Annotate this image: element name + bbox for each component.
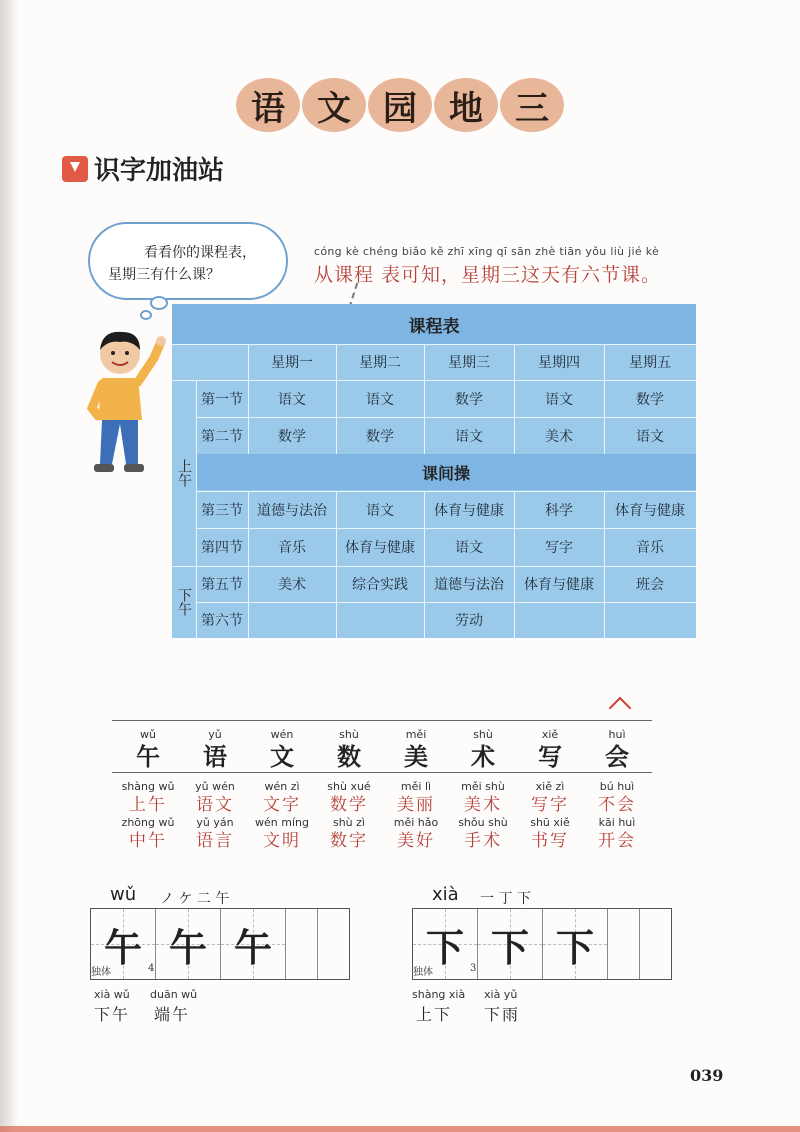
mid-rule	[112, 772, 652, 773]
grid-line	[196, 491, 696, 492]
timetable-cell: 语文	[636, 428, 664, 445]
sentence-hanzi: 从课程 表可知，星期三这天有六节课。	[314, 264, 662, 286]
word: 手术	[464, 831, 502, 851]
char-pinyin: shù	[473, 728, 493, 741]
word-pinyin: kāi huì	[598, 816, 636, 829]
bubble-text	[108, 242, 278, 286]
title-char: 语	[236, 78, 300, 132]
boy-illustration	[82, 324, 172, 480]
writing-pinyin: xià	[432, 884, 459, 905]
word: 数字	[330, 831, 368, 851]
sentence-pinyin: cóng kè chéng biǎo kě zhī xīng qī sān zhè tiān yǒu liù jié kè	[314, 245, 660, 258]
word: 开会	[598, 831, 636, 851]
char-pinyin: yǔ	[208, 728, 222, 741]
word: 美好	[397, 831, 435, 851]
char-pinyin: wǔ	[140, 728, 156, 741]
timetable-cell: 语文	[366, 391, 394, 408]
morning-label	[172, 380, 196, 566]
morning-label-text: 上午	[176, 459, 192, 487]
sample-char: 下	[555, 924, 594, 970]
char-pinyin: měi	[405, 728, 427, 741]
stroke-order: 一 丁 下	[480, 891, 531, 907]
sample-char: 午	[103, 924, 142, 970]
word: 美丽	[397, 795, 435, 815]
structure-label: 独体	[91, 967, 111, 978]
title-char: 文	[302, 78, 366, 132]
word-column	[179, 780, 251, 852]
word-pinyin: xià yǔ	[484, 988, 518, 1001]
word-pinyin: shū xiě	[530, 816, 570, 829]
timetable-cell: 数学	[278, 428, 306, 445]
word: 书写	[531, 831, 569, 851]
word-pinyin: měi lì	[400, 780, 432, 793]
grid-line	[196, 417, 696, 418]
day-header: 星期四	[538, 355, 580, 371]
timetable-cell: 道德与法治	[434, 577, 504, 593]
timetable-cell: 语文	[366, 502, 394, 519]
timetable-cell: 音乐	[278, 540, 306, 556]
bubble-line: 星期三有什么课？	[108, 267, 220, 283]
word-column	[246, 780, 318, 852]
word-column	[380, 780, 452, 852]
timetable-cell: 体育与健康	[434, 502, 504, 519]
caret-mark	[609, 697, 632, 720]
timetable-cell: 美术	[545, 428, 573, 445]
timetable-cell: 写字	[545, 540, 573, 556]
grid-line	[514, 344, 515, 454]
character-row	[112, 728, 652, 772]
word: 上午	[129, 795, 167, 815]
section-header	[62, 150, 224, 187]
period-label: 第三节	[201, 502, 243, 519]
download-arrow-icon	[62, 156, 88, 182]
timetable-cell: 数学	[455, 391, 483, 408]
word-pinyin: shù zì	[332, 816, 365, 829]
character-column	[581, 728, 653, 772]
word-column	[581, 780, 653, 852]
writing-box	[318, 909, 349, 979]
day-header: 星期二	[359, 355, 401, 371]
period-label: 第一节	[201, 391, 243, 408]
structure-label: 独体	[413, 967, 433, 978]
word: 语言	[196, 831, 234, 851]
word: 数学	[330, 795, 368, 815]
timetable-title: 课程表	[172, 304, 696, 344]
writing-box	[478, 909, 543, 979]
char-hanzi: 会	[605, 742, 629, 771]
word-pinyin: měi hǎo	[393, 816, 439, 829]
word: 语文	[196, 795, 234, 815]
bubble-line: 看看你的课程表，	[144, 245, 256, 261]
grid-line	[172, 566, 696, 567]
timetable-cell: 综合实践	[352, 577, 408, 593]
word-row	[112, 780, 652, 860]
period-label: 第五节	[201, 577, 243, 593]
word: 写字	[531, 795, 569, 815]
timetable-cell: 体育与健康	[524, 577, 594, 593]
grid-line	[604, 344, 605, 454]
grid-line	[196, 380, 197, 638]
word-column	[112, 780, 184, 852]
character-column	[380, 728, 452, 772]
char-pinyin: huì	[608, 728, 626, 741]
bubble-tail	[150, 296, 168, 310]
word-column	[447, 780, 519, 852]
title-char: 园	[368, 78, 432, 132]
break-band: 课间操	[196, 454, 696, 490]
char-pinyin: wén	[270, 728, 294, 741]
writing-box	[221, 909, 286, 979]
word: 文字	[263, 795, 301, 815]
section-title: 识字加油站	[94, 156, 225, 186]
sample-char: 午	[168, 924, 207, 970]
practice-word: 下雨	[484, 1005, 521, 1024]
timetable-cell: 语文	[455, 428, 483, 445]
char-hanzi: 语	[203, 742, 227, 771]
word-pinyin: shàng wǔ	[121, 780, 175, 793]
grid-line	[172, 344, 696, 345]
sample-char: 下	[425, 924, 464, 970]
char-hanzi: 美	[404, 742, 428, 771]
stroke-order: ノ ケ 二 午	[160, 891, 230, 907]
timetable-cell: 语文	[545, 391, 573, 408]
afternoon-label	[172, 566, 196, 638]
grid-line	[336, 344, 337, 454]
day-header: 星期五	[629, 355, 671, 371]
character-column	[447, 728, 519, 772]
page-title	[0, 78, 800, 132]
grid-line	[336, 491, 337, 638]
timetable-cell: 语文	[278, 391, 306, 408]
word-pinyin: wén zì	[264, 780, 300, 793]
char-hanzi: 文	[270, 742, 294, 771]
character-column	[246, 728, 318, 772]
page-edge	[0, 1126, 800, 1132]
writing-box	[286, 909, 318, 979]
timetable-cell: 体育与健康	[615, 502, 685, 519]
period-label: 第二节	[201, 428, 243, 445]
timetable-cell: 数学	[366, 428, 394, 445]
writing-box	[156, 909, 221, 979]
char-pinyin: xiě	[541, 728, 559, 741]
character-column	[179, 728, 251, 772]
stroke-count: 3	[470, 963, 477, 974]
word-pinyin: duān wǔ	[150, 988, 198, 1001]
grid-line	[248, 491, 249, 638]
timetable-cell: 科学	[545, 502, 573, 519]
writing-box	[608, 909, 640, 979]
word-pinyin: shàng xià	[412, 988, 466, 1001]
stroke-count: 4	[148, 963, 155, 974]
grid-line	[196, 528, 696, 529]
word-pinyin: shǒu shù	[458, 816, 508, 829]
practice-word: 下午	[94, 1005, 131, 1024]
word: 文明	[263, 831, 301, 851]
timetable-cell: 美术	[278, 577, 306, 593]
timetable-cell: 劳动	[455, 613, 483, 629]
day-header: 星期三	[448, 355, 490, 371]
grid-line	[248, 344, 249, 454]
grid-line	[424, 491, 425, 638]
char-hanzi: 午	[136, 742, 160, 771]
word-pinyin: měi shù	[461, 780, 505, 793]
sample-char: 午	[233, 924, 272, 970]
timetable-cell: 道德与法治	[257, 502, 327, 519]
grid-line	[424, 344, 425, 454]
char-hanzi: 写	[538, 742, 562, 771]
grid-line	[604, 491, 605, 638]
grid-line	[172, 380, 696, 381]
timetable-cell: 数学	[636, 391, 664, 408]
writing-pinyin: wǔ	[110, 884, 137, 905]
title-char: 三	[500, 78, 564, 132]
day-header: 星期一	[271, 355, 313, 371]
page-number: 039	[690, 1066, 724, 1085]
word-pinyin: xiě zì	[535, 780, 565, 793]
character-column	[112, 728, 184, 772]
char-pinyin: shù	[339, 728, 359, 741]
practice-word: 上下	[416, 1005, 453, 1024]
word: 不会	[598, 795, 636, 815]
timetable	[172, 304, 696, 638]
character-column	[514, 728, 586, 772]
char-hanzi: 数	[337, 742, 361, 771]
character-column	[313, 728, 385, 772]
word-pinyin: yǔ yán	[196, 816, 234, 829]
period-label: 第四节	[201, 540, 243, 556]
bubble-tail	[140, 310, 152, 320]
book-spine	[0, 0, 18, 1132]
word-pinyin: shù xué	[327, 780, 371, 793]
timetable-cell: 音乐	[636, 540, 664, 556]
timetable-cell: 班会	[636, 577, 664, 593]
practice-word: 端午	[154, 1005, 191, 1024]
writing-box	[543, 909, 608, 979]
title-char: 地	[434, 78, 498, 132]
word-pinyin: wén míng	[255, 816, 309, 829]
word-pinyin: xià wǔ	[94, 988, 130, 1001]
writing-grid	[412, 908, 672, 980]
sample-char: 下	[490, 924, 529, 970]
grid-line	[514, 491, 515, 638]
word-pinyin: bú huì	[599, 780, 635, 793]
writing-grid	[90, 908, 350, 980]
word-pinyin: yǔ wén	[195, 780, 235, 793]
timetable-cell: 体育与健康	[345, 540, 415, 556]
word: 美术	[464, 795, 502, 815]
word-pinyin: zhōng wǔ	[121, 816, 175, 829]
word-column	[313, 780, 385, 852]
timetable-cell: 语文	[455, 540, 483, 556]
char-hanzi: 术	[471, 742, 495, 771]
word-column	[514, 780, 586, 852]
grid-line	[196, 602, 696, 603]
writing-box	[640, 909, 671, 979]
period-label: 第六节	[201, 613, 243, 629]
top-rule	[112, 720, 652, 721]
word: 中午	[129, 831, 167, 851]
afternoon-label-text: 下午	[176, 588, 192, 616]
